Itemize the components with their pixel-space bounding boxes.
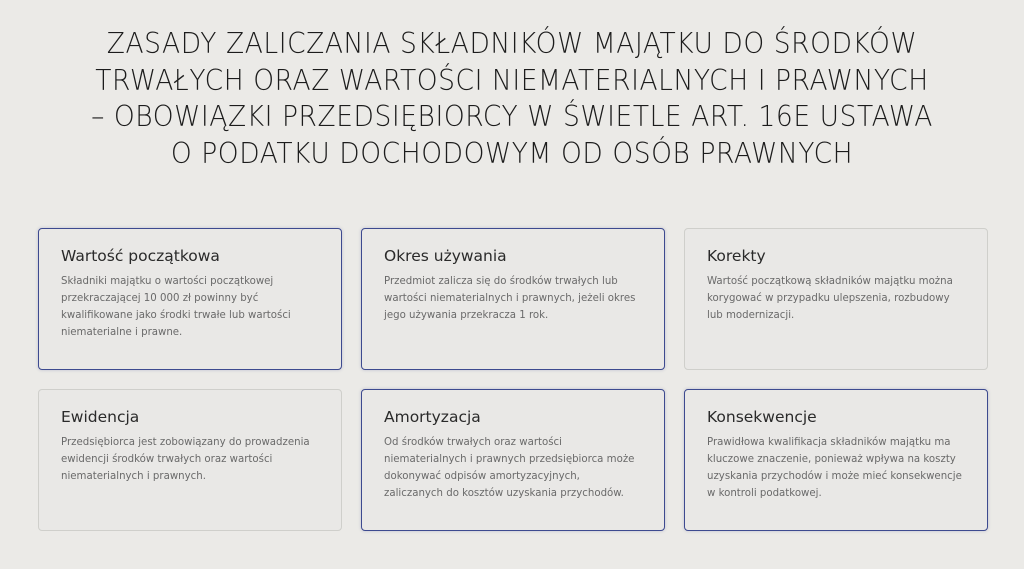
slide-title-line-1: ZASADY ZALICZANIA SKŁADNIKÓW MAJĄTKU DO ŚRODKÓW <box>106 27 918 60</box>
card-konsekwencje <box>684 389 988 531</box>
card-body: Od środków trwałych oraz wartości niematerialnych i prawnych przedsiębiorca może dokonywać odpisów amortyzacyjnych, zaliczanych do kosztów uzyskania przychodów. <box>384 437 635 499</box>
slide-title-line-2: TRWAŁYCH ORAZ WARTOŚCI NIEMATERIALNYCH I PRAWNYCH <box>95 63 929 97</box>
card-heading: Amortyzacja <box>384 408 481 426</box>
card-ewidencja <box>38 389 342 531</box>
card-body: Przedsiębiorca jest zobowiązany do prowadzenia ewidencji środków trwałych oraz wartości niematerialnych i prawnych. <box>61 437 310 482</box>
card-heading: Ewidencja <box>61 408 140 426</box>
card-heading: Okres używania <box>384 247 507 265</box>
card-body: Przedmiot zalicza się do środków trwałych lub wartości niematerialnych i prawnych, jeżeli okres jego używania przekracza 1 rok. <box>384 276 636 321</box>
slide-title-line-3: – OBOWIĄZKI PRZEDSIĘBIORCY W ŚWIETLE ART. 16E USTAWA <box>91 100 933 133</box>
slide-title <box>36 26 988 172</box>
card-amortyzacja <box>361 389 665 531</box>
card-heading: Konsekwencje <box>707 408 817 426</box>
card-body: Wartość początkową składników majątku można korygować w przypadku ulepszenia, rozbudowy lub modernizacji. <box>707 276 953 321</box>
card-body: Prawidłowa kwalifikacja składników majątku ma kluczowe znaczenie, ponieważ wpływa na koszty uzyskania przychodów i może mieć konsekwencje w kontroli podatkowej. <box>707 437 962 499</box>
card-wartosc-poczatkowa <box>38 228 342 370</box>
card-body: Składniki majątku o wartości początkowej przekraczającej 10 000 zł powinny być kwalifikowane jako środki trwałe lub wartości niematerialne i prawne. <box>61 276 291 338</box>
card-heading: Wartość początkowa <box>61 247 220 265</box>
slide-title-line-4: O PODATKU DOCHODOWYM OD OSÓB PRAWNYCH <box>170 136 854 170</box>
card-korekty <box>684 228 988 370</box>
card-okres-uzywania <box>361 228 665 370</box>
card-heading: Korekty <box>707 247 766 265</box>
